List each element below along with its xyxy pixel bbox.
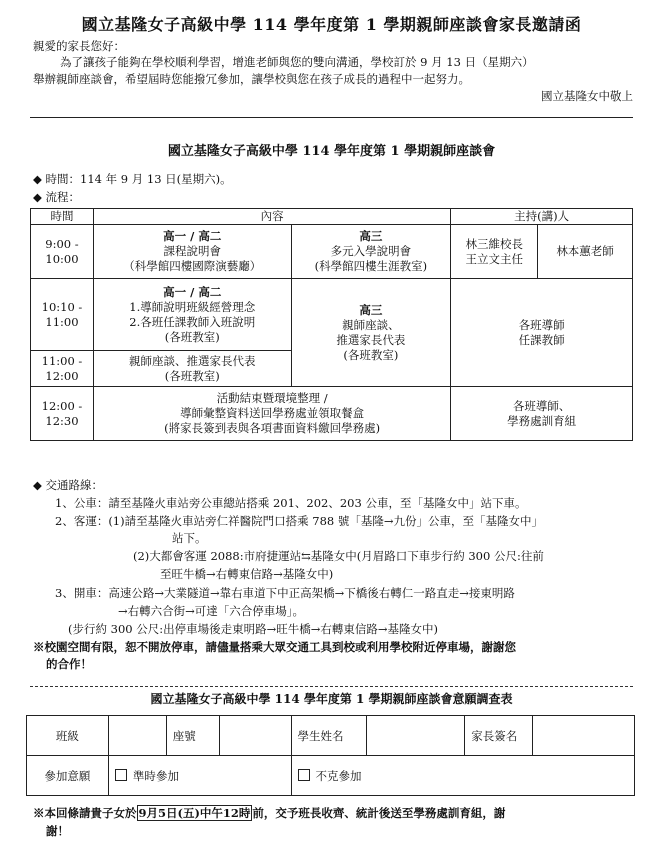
transport-heading: ◆ 交通路線： [33,478,103,492]
row1-host-a: 林三維校長 王立文主任 [451,225,538,279]
attend-yes-option[interactable] [108,756,291,796]
flow-line: ◆ 流程： [33,190,80,204]
transport-bus: 1、公車：請至基隆火車站旁公車總站搭乘 201、202、203 公車，至「基隆女中」站下車。 [55,496,527,510]
row3-time: 11:00 - 12:00 [31,351,94,387]
parking-note: ※校園空間有限，恕不開放停車，請儘量搭乘大眾交通工具到校或利用學校附近停車場，謝謝您 [33,640,516,654]
row2-g3: 高三 親師座談、 推選家長代表 (各班教室) [291,279,451,387]
survey-title: 國立基隆女子高級中學 114 學年度第 1 學期親師座談會意願調查表 [150,692,513,706]
program-row-4 [31,387,633,441]
row2-g12: 高一 / 高二 1.導師說明班級經營理念 2.各班任課教師入班說明 (各班教室) [93,279,291,351]
transport-coach-1b: 站下。 [172,531,207,545]
parking-note-2: 的合作！ [46,657,92,671]
transport-coach-1: 2、客運：(1)請至基隆火車站旁仁祥醫院門口搭乘 788 號「基隆→九份」公車，至「基隆女中」 [55,514,543,528]
checkbox-yes[interactable] [115,769,127,781]
letter-body-line-1: 為了讓孩子能夠在學校順利學習，增進老師與您的雙向溝通，學校訂於 9 月 13 日（星期六） [60,55,534,69]
greeting: 親愛的家長您好： [33,39,125,53]
student-name-label: 學生姓名 [291,716,367,756]
transport-car-b: →右轉六合街→可達「六合停車場」。 [118,604,305,618]
student-name-field[interactable] [367,716,465,756]
class-label: 班級 [27,716,109,756]
letter-body-line-2: 舉辦親師座談會，希望屆時您能撥冗參加，讓學校與您在孩子成長的過程中一起努力。 [33,72,470,86]
header-content: 內容 [93,209,450,225]
survey-row-attend [27,756,635,796]
program-subtitle: 國立基隆女子高級中學 114 學年度第 1 學期親師座談會 [167,144,496,159]
letter-signature: 國立基隆女中敬上 [541,89,633,103]
parent-signature-field[interactable] [533,716,635,756]
row1-g3: 高三 多元入學說明會 (科學館四樓生涯教室) [291,225,451,279]
checkbox-no[interactable] [298,769,310,781]
return-note-2: 謝！ [46,824,69,838]
row3-g12: 親師座談、推選家長代表 (各班教室) [93,351,291,387]
program-row-1 [31,225,633,279]
row1-g12: 高一 / 高二 課程說明會 （科學館四樓國際演藝廳） [93,225,291,279]
row2-time: 10:10 - 11:00 [31,279,94,351]
row1-host-b: 林本蕙老師 [538,225,633,279]
attend-label: 參加意願 [27,756,109,796]
return-note: ※本回條請貴子女於 9月5日(五)中午12時 前，交予班長收齊、統計後送至學務處訓育組，謝 [33,806,506,820]
transport-walk: (步行約 300 公尺:出停車場後走東明路→旺牛橋→右轉東信路→基隆女中) [68,622,439,636]
header-time: 時間 [31,209,94,225]
row2-host: 各班導師 任課教師 [451,279,633,387]
program-table [30,208,633,441]
class-field[interactable] [108,716,166,756]
deadline-highlight: 9月5日(五)中午12時 [138,806,251,820]
program-row-2 [31,279,633,351]
cut-line [30,686,633,687]
row4-time: 12:00 - 12:30 [31,387,94,441]
row4-host: 各班導師、 學務處訓育組 [451,387,633,441]
divider [30,117,633,118]
transport-coach-2: (2)大都會客運 2088:市府捷運站⇆基隆女中(月眉路口下車步行約 300 公尺:往前 [133,549,544,563]
transport-car: 3、開車：高速公路→大業隧道→靠右車道下中正高架橋→下橋後右轉仁一路直走→接東明路 [55,586,515,600]
row1-time: 9:00 - 10:00 [31,225,94,279]
transport-coach-2b: 至旺牛橋→右轉東信路→基隆女中) [160,567,334,581]
seat-field[interactable] [219,716,291,756]
letter-title: 國立基隆女子高級中學 114 學年度第 1 學期親師座談會家長邀請函 [81,15,582,34]
program-header-row [31,209,633,225]
opt-no-label: 不克參加 [315,768,362,783]
header-host: 主持(講)人 [451,209,633,225]
survey-table [26,715,635,796]
parent-signature-label: 家長簽名 [465,716,533,756]
time-line: ◆ 時間：114 年 9 月 13 日(星期六)。 [33,172,232,186]
survey-row-info [27,716,635,756]
seat-label: 座號 [166,716,219,756]
attend-no-option[interactable] [291,756,634,796]
row4-content: 活動結束暨環境整理 / 導師彙整資料送回學務處並領取餐盒 (將家長簽到表與各項書面資料繳回學務處) [93,387,450,441]
opt-yes-label: 準時參加 [132,768,179,783]
